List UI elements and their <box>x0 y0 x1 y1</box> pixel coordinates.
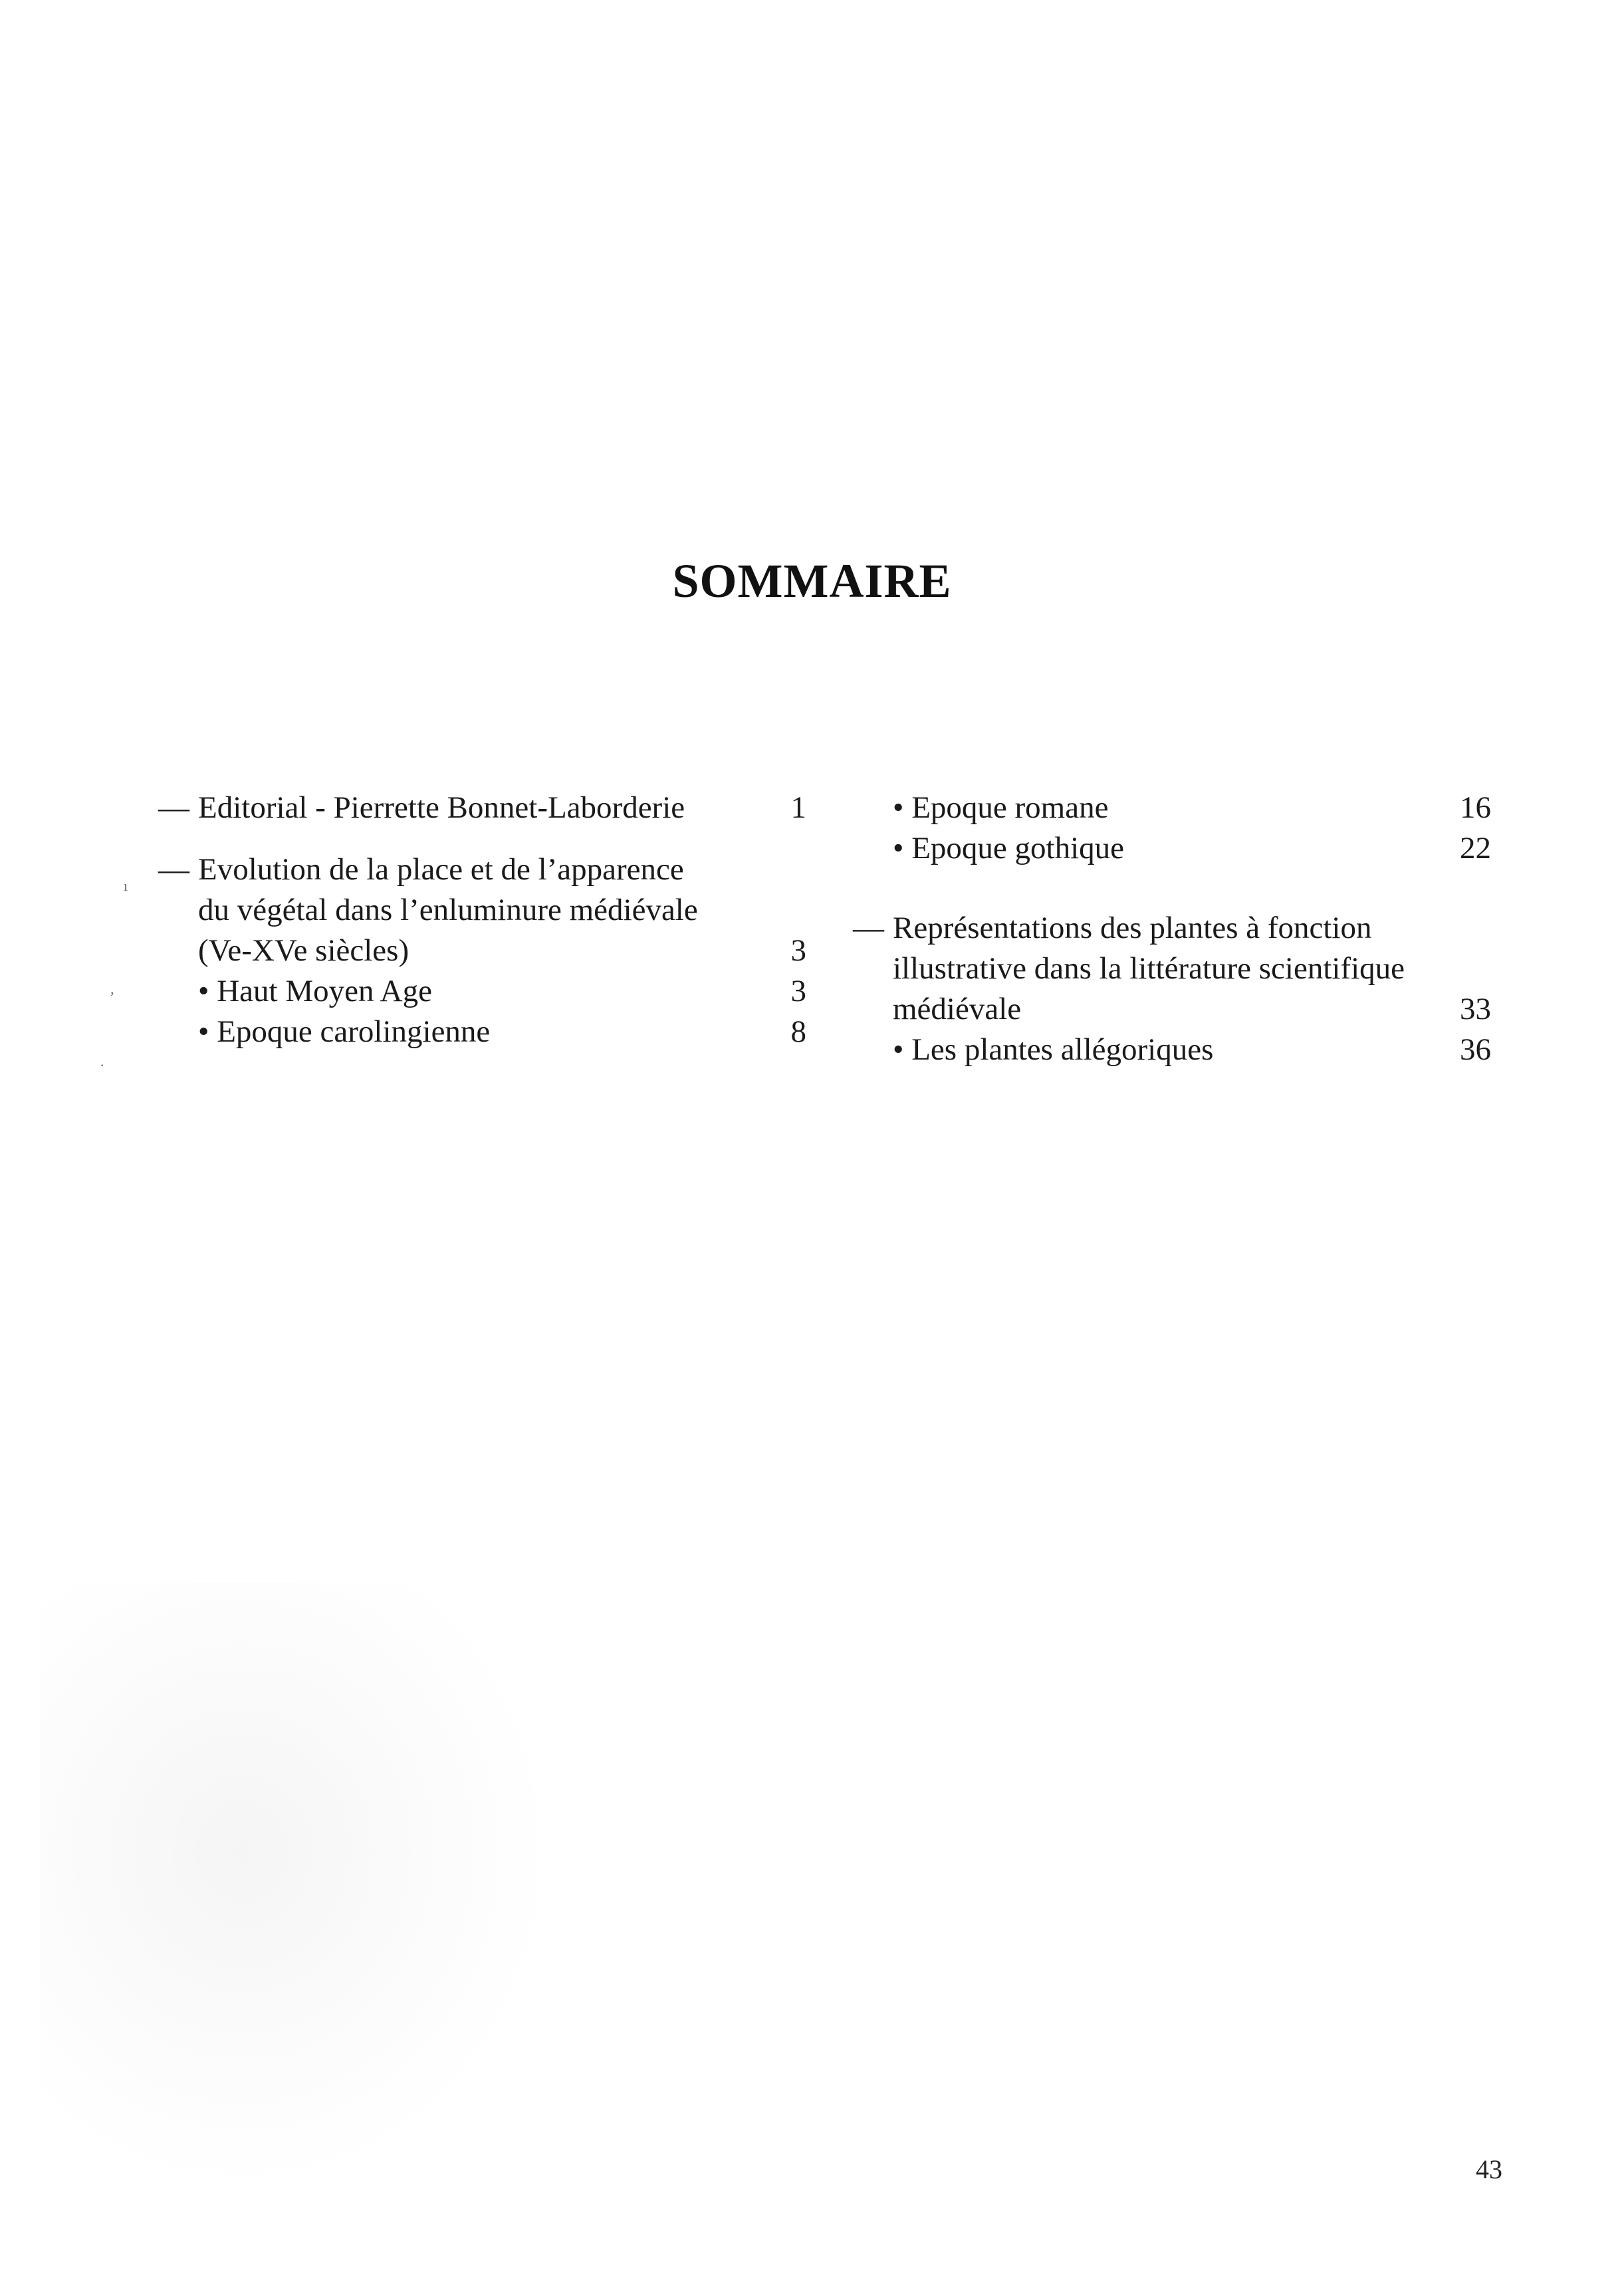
toc-subentry-romane <box>853 788 1491 828</box>
toc-entry-line: Evolution de la place et de l’apparence <box>198 852 684 887</box>
toc-subentry-gothique <box>853 828 1491 869</box>
toc-subentry-title: • Haut Moyen Age <box>198 974 432 1008</box>
scan-speck: ‚ <box>110 980 115 997</box>
toc-page-number: 8 <box>790 1014 806 1049</box>
toc-subentry-carolingienne <box>158 1012 806 1052</box>
toc-entry-title <box>158 850 760 971</box>
toc-entry-line: médiévale <box>893 992 1022 1026</box>
toc-entry-title: Editorial - Pierrette Bonnet-Laborderie <box>198 790 685 825</box>
toc-entry-evolution <box>158 850 806 971</box>
toc-entry-representations <box>853 908 1491 1030</box>
toc-entry-line-text: (Ve-XVe siècles) <box>198 933 409 968</box>
toc-subentry-title: • Epoque romane <box>893 790 1109 825</box>
toc-page-number: 22 <box>1460 831 1491 865</box>
toc-subentry-title: • Epoque carolingienne <box>198 1014 491 1049</box>
toc-entry-line: illustrative dans la littérature scientifique <box>893 951 1405 986</box>
scan-speck: · <box>100 1057 105 1074</box>
toc-dash: — <box>158 790 189 825</box>
page-number: 43 <box>1476 2154 1502 2184</box>
toc-entry-title <box>853 908 1445 1030</box>
toc-page-number: 3 <box>790 974 806 1008</box>
toc-left-column <box>158 788 806 1052</box>
scan-speck: ı <box>124 877 128 894</box>
toc-entry-editorial <box>158 788 806 828</box>
toc-subentry-title: • Epoque gothique <box>893 831 1125 865</box>
toc-page-number: 3 <box>790 933 806 968</box>
toc-page-number: 16 <box>1460 790 1491 825</box>
toc-page-number: 33 <box>1460 992 1491 1026</box>
toc-dash: — <box>158 852 189 887</box>
toc-page-number: 36 <box>1460 1032 1491 1067</box>
toc-spacer <box>158 828 806 850</box>
toc-subentry-allegoriques <box>853 1030 1491 1070</box>
toc-subentry-haut-moyen-age <box>158 971 806 1012</box>
toc-entry-line: Représentations des plantes à fonction <box>893 911 1372 945</box>
page-title: SOMMAIRE <box>672 554 952 608</box>
toc-page-number: 1 <box>790 790 806 825</box>
toc-entry-line <box>198 931 760 971</box>
toc-right-column <box>853 788 1491 1070</box>
toc-dash: — <box>853 911 884 945</box>
scan-show-through <box>40 1582 545 2180</box>
toc-subentry-title: • Les plantes allégoriques <box>893 1032 1214 1067</box>
toc-spacer <box>853 869 1491 908</box>
toc-entry-line: du végétal dans l’enluminure médiévale <box>198 893 698 927</box>
